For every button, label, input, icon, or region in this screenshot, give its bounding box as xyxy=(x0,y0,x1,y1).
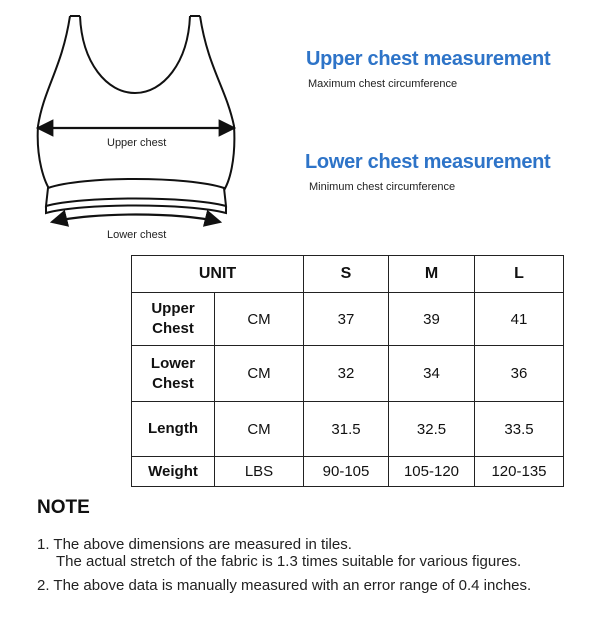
lower-measurement-title: Lower chest measurement xyxy=(305,151,551,173)
bra-band xyxy=(46,179,226,206)
table-cell: 32.5 xyxy=(389,402,475,457)
row-unit: LBS xyxy=(215,457,304,487)
table-cell: 41 xyxy=(475,293,564,346)
row-unit: CM xyxy=(215,402,304,457)
table-row xyxy=(132,457,564,487)
table-cell: 120-135 xyxy=(475,457,564,487)
table-cell: 37 xyxy=(304,293,389,346)
lower-measurement-subtitle: Minimum chest circumference xyxy=(309,181,456,193)
row-label: Weight xyxy=(132,457,215,487)
table-cell: 32 xyxy=(304,346,389,402)
upper-chest-label: Upper chest xyxy=(107,137,167,149)
row-label: Lower Chest xyxy=(132,346,215,402)
table-header-row xyxy=(132,256,564,293)
row-label: Upper Chest xyxy=(132,293,215,346)
table-cell: 105-120 xyxy=(389,457,475,487)
note-item-1: 1. The above dimensions are measured in tiles. xyxy=(37,536,352,553)
table-row xyxy=(132,346,564,402)
bra-neckline xyxy=(80,16,190,93)
row-label: Length xyxy=(132,402,215,457)
size-table xyxy=(131,255,564,487)
table-row xyxy=(132,402,564,457)
unit-header: UNIT xyxy=(132,256,304,293)
size-header-l: L xyxy=(475,256,564,293)
size-header-s: S xyxy=(304,256,389,293)
table-cell: 34 xyxy=(389,346,475,402)
upper-measurement-subtitle: Maximum chest circumference xyxy=(308,78,458,90)
upper-measurement-title: Upper chest measurement xyxy=(306,48,551,70)
table-cell: 36 xyxy=(475,346,564,402)
note-heading: NOTE xyxy=(37,497,90,518)
table-cell: 31.5 xyxy=(304,402,389,457)
lower-chest-arrow xyxy=(52,215,220,223)
row-unit: CM xyxy=(215,293,304,346)
table-cell: 90-105 xyxy=(304,457,389,487)
bra-illustration xyxy=(22,8,262,248)
bra-outline xyxy=(38,16,235,193)
note-item-2: 2. The above data is manually measured with an error range of 0.4 inches. xyxy=(37,577,532,594)
table-row xyxy=(132,293,564,346)
note-item-1-continued: The actual stretch of the fabric is 1.3 times suitable for various figures. xyxy=(56,553,522,570)
table-cell: 39 xyxy=(389,293,475,346)
lower-chest-label: Lower chest xyxy=(107,229,167,241)
table-cell: 33.5 xyxy=(475,402,564,457)
size-header-m: M xyxy=(389,256,475,293)
row-unit: CM xyxy=(215,346,304,402)
